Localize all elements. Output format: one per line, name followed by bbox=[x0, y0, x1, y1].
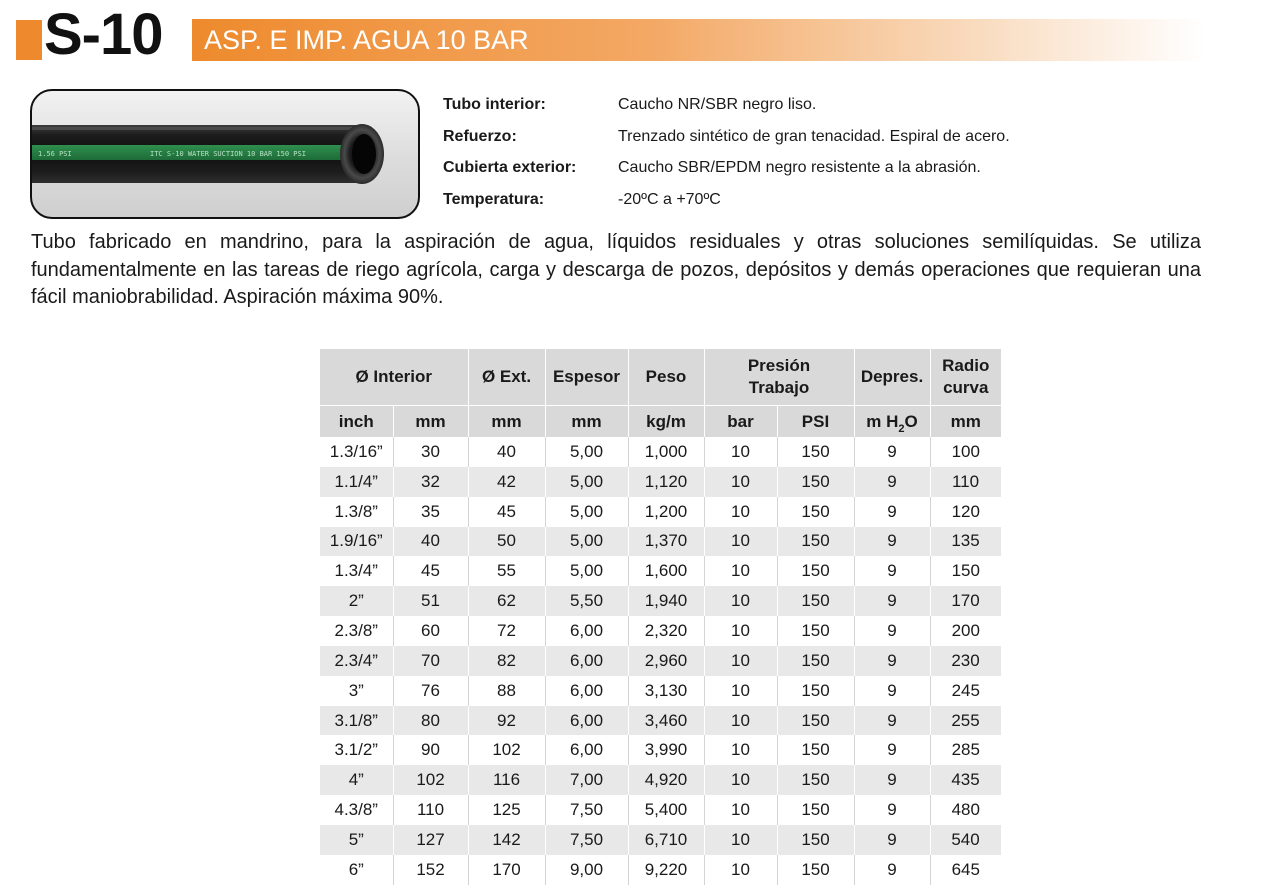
cell-mm-ext: 125 bbox=[468, 795, 545, 825]
hose-print-main: ITC S-10 WATER SUCTION 10 BAR 150 PSI bbox=[150, 150, 306, 158]
cell-mm-ext: 82 bbox=[468, 646, 545, 676]
cell-psi: 150 bbox=[777, 467, 854, 497]
cell-inch: 4.3/8” bbox=[320, 795, 393, 825]
cell-mm-interior: 152 bbox=[393, 855, 468, 885]
cell-mm-interior: 80 bbox=[393, 706, 468, 736]
cell-psi: 150 bbox=[777, 735, 854, 765]
cell-radio: 100 bbox=[930, 437, 1001, 467]
unit-m-h2o-post: O bbox=[904, 411, 918, 431]
col-group-ext: Ø Ext. bbox=[468, 349, 545, 406]
cell-depres: 9 bbox=[854, 497, 930, 527]
cell-peso: 5,400 bbox=[628, 795, 704, 825]
cell-psi: 150 bbox=[777, 497, 854, 527]
hose-photo-icon bbox=[32, 91, 418, 217]
cell-espesor: 9,00 bbox=[545, 855, 628, 885]
cell-bar: 10 bbox=[704, 795, 777, 825]
cell-psi: 150 bbox=[777, 556, 854, 586]
cell-mm-interior: 76 bbox=[393, 676, 468, 706]
cell-espesor: 5,00 bbox=[545, 497, 628, 527]
cell-inch: 3.1/2” bbox=[320, 735, 393, 765]
cell-depres: 9 bbox=[854, 765, 930, 795]
product-description: Tubo fabricado en mandrino, para la aspiración de agua, líquidos residuales y otras soluciones semilíquidas. Se utiliza fundamentalmente en las tareas de riego agrícola, carga y descarga de pozos, depósitos y demás operaciones que requieran una fácil maniobrabilidad. Aspiración máxima 90%. bbox=[31, 231, 1201, 308]
col-group-espesor: Espesor bbox=[545, 349, 628, 406]
unit-bar: bar bbox=[704, 406, 777, 438]
cell-psi: 150 bbox=[777, 527, 854, 557]
cell-inch: 1.3/4” bbox=[320, 556, 393, 586]
unit-mm-radio: mm bbox=[930, 406, 1001, 438]
cell-espesor: 5,00 bbox=[545, 556, 628, 586]
cell-bar: 10 bbox=[704, 437, 777, 467]
cell-mm-ext: 55 bbox=[468, 556, 545, 586]
hose-print-left: 1.56 PSI bbox=[38, 150, 72, 158]
cell-peso: 2,960 bbox=[628, 646, 704, 676]
cell-mm-interior: 90 bbox=[393, 735, 468, 765]
table-row bbox=[320, 735, 1001, 765]
cell-espesor: 6,00 bbox=[545, 676, 628, 706]
cell-inch: 1.3/16” bbox=[320, 437, 393, 467]
unit-mm-espesor: mm bbox=[545, 406, 628, 438]
cell-espesor: 6,00 bbox=[545, 735, 628, 765]
cell-peso: 3,460 bbox=[628, 706, 704, 736]
cell-radio: 540 bbox=[930, 825, 1001, 855]
cell-bar: 10 bbox=[704, 765, 777, 795]
header-title-bar bbox=[192, 19, 1204, 61]
cell-espesor: 6,00 bbox=[545, 646, 628, 676]
cell-bar: 10 bbox=[704, 735, 777, 765]
cell-mm-interior: 127 bbox=[393, 825, 468, 855]
col-group-interior: Ø Interior bbox=[320, 349, 468, 406]
cell-mm-ext: 142 bbox=[468, 825, 545, 855]
cell-espesor: 7,00 bbox=[545, 765, 628, 795]
cell-radio: 170 bbox=[930, 586, 1001, 616]
spec-label: Temperatura: bbox=[443, 190, 545, 208]
cell-depres: 9 bbox=[854, 467, 930, 497]
cell-peso: 4,920 bbox=[628, 765, 704, 795]
cell-depres: 9 bbox=[854, 855, 930, 885]
table-row bbox=[320, 646, 1001, 676]
cell-bar: 10 bbox=[704, 586, 777, 616]
cell-depres: 9 bbox=[854, 676, 930, 706]
cell-depres: 9 bbox=[854, 706, 930, 736]
unit-mm-ext: mm bbox=[468, 406, 545, 438]
cell-mm-ext: 72 bbox=[468, 616, 545, 646]
cell-espesor: 6,00 bbox=[545, 706, 628, 736]
cell-mm-interior: 30 bbox=[393, 437, 468, 467]
specifications-table bbox=[320, 349, 1002, 885]
cell-depres: 9 bbox=[854, 556, 930, 586]
cell-bar: 10 bbox=[704, 646, 777, 676]
cell-peso: 1,200 bbox=[628, 497, 704, 527]
cell-radio: 480 bbox=[930, 795, 1001, 825]
cell-mm-ext: 102 bbox=[468, 735, 545, 765]
cell-depres: 9 bbox=[854, 795, 930, 825]
cell-mm-ext: 50 bbox=[468, 527, 545, 557]
col-group-presion: Presión Trabajo bbox=[704, 349, 854, 406]
cell-psi: 150 bbox=[777, 765, 854, 795]
product-title: ASP. E IMP. AGUA 10 BAR bbox=[204, 25, 529, 55]
cell-inch: 2.3/8” bbox=[320, 616, 393, 646]
cell-inch: 1.9/16” bbox=[320, 527, 393, 557]
spec-label: Cubierta exterior: bbox=[443, 159, 577, 176]
spec-value: Caucho NR/SBR negro liso. bbox=[618, 96, 817, 113]
spec-label: Tubo interior: bbox=[443, 96, 546, 113]
cell-psi: 150 bbox=[777, 437, 854, 467]
cell-mm-interior: 70 bbox=[393, 646, 468, 676]
cell-espesor: 5,50 bbox=[545, 586, 628, 616]
cell-psi: 150 bbox=[777, 646, 854, 676]
cell-mm-interior: 32 bbox=[393, 467, 468, 497]
cell-inch: 4” bbox=[320, 765, 393, 795]
cell-mm-ext: 40 bbox=[468, 437, 545, 467]
cell-psi: 150 bbox=[777, 706, 854, 736]
cell-bar: 10 bbox=[704, 616, 777, 646]
table-row bbox=[320, 527, 1001, 557]
table-row bbox=[320, 586, 1001, 616]
table-row bbox=[320, 497, 1001, 527]
cell-radio: 435 bbox=[930, 765, 1001, 795]
cell-depres: 9 bbox=[854, 646, 930, 676]
table-row bbox=[320, 556, 1001, 586]
hose-photo-frame bbox=[30, 89, 420, 219]
cell-bar: 10 bbox=[704, 527, 777, 557]
cell-inch: 3.1/8” bbox=[320, 706, 393, 736]
unit-m-h2o bbox=[854, 406, 930, 438]
cell-inch: 1.1/4” bbox=[320, 467, 393, 497]
unit-psi: PSI bbox=[777, 406, 854, 438]
cell-espesor: 6,00 bbox=[545, 616, 628, 646]
cell-radio: 245 bbox=[930, 676, 1001, 706]
unit-m-h2o-sub: 2 bbox=[898, 422, 905, 435]
cell-inch: 2.3/4” bbox=[320, 646, 393, 676]
cell-psi: 150 bbox=[777, 586, 854, 616]
cell-espesor: 7,50 bbox=[545, 825, 628, 855]
unit-m-h2o-pre: m H bbox=[866, 411, 899, 431]
cell-mm-ext: 170 bbox=[468, 855, 545, 885]
cell-peso: 1,940 bbox=[628, 586, 704, 616]
cell-depres: 9 bbox=[854, 616, 930, 646]
col-group-depres: Depres. bbox=[854, 349, 930, 406]
cell-mm-interior: 60 bbox=[393, 616, 468, 646]
cell-radio: 645 bbox=[930, 855, 1001, 885]
table-body bbox=[320, 437, 1001, 885]
cell-espesor: 5,00 bbox=[545, 467, 628, 497]
cell-radio: 230 bbox=[930, 646, 1001, 676]
cell-mm-ext: 116 bbox=[468, 765, 545, 795]
cell-inch: 5” bbox=[320, 825, 393, 855]
table-row bbox=[320, 795, 1001, 825]
cell-peso: 6,710 bbox=[628, 825, 704, 855]
cell-radio: 285 bbox=[930, 735, 1001, 765]
cell-bar: 10 bbox=[704, 676, 777, 706]
cell-mm-ext: 42 bbox=[468, 467, 545, 497]
cell-inch: 2” bbox=[320, 586, 393, 616]
cell-depres: 9 bbox=[854, 586, 930, 616]
cell-psi: 150 bbox=[777, 795, 854, 825]
cell-mm-ext: 92 bbox=[468, 706, 545, 736]
spec-value: -20ºC a +70ºC bbox=[618, 190, 721, 208]
cell-radio: 255 bbox=[930, 706, 1001, 736]
cell-inch: 3” bbox=[320, 676, 393, 706]
spec-value: Trenzado sintético de gran tenacidad. Espiral de acero. bbox=[618, 127, 1010, 145]
cell-mm-interior: 35 bbox=[393, 497, 468, 527]
cell-mm-interior: 110 bbox=[393, 795, 468, 825]
cell-bar: 10 bbox=[704, 825, 777, 855]
cell-psi: 150 bbox=[777, 676, 854, 706]
cell-bar: 10 bbox=[704, 855, 777, 885]
cell-peso: 1,000 bbox=[628, 437, 704, 467]
cell-depres: 9 bbox=[854, 527, 930, 557]
unit-kg-m: kg/m bbox=[628, 406, 704, 438]
cell-espesor: 7,50 bbox=[545, 795, 628, 825]
table-row bbox=[320, 825, 1001, 855]
cell-radio: 120 bbox=[930, 497, 1001, 527]
cell-mm-interior: 40 bbox=[393, 527, 468, 557]
spec-label: Refuerzo: bbox=[443, 127, 517, 145]
table-row bbox=[320, 616, 1001, 646]
unit-inch: inch bbox=[320, 406, 393, 438]
col-group-radio: Radio curva bbox=[930, 349, 1001, 406]
cell-inch: 6” bbox=[320, 855, 393, 885]
cell-bar: 10 bbox=[704, 467, 777, 497]
cell-psi: 150 bbox=[777, 825, 854, 855]
cell-mm-ext: 45 bbox=[468, 497, 545, 527]
product-code: S-10 bbox=[44, 2, 163, 67]
table-row bbox=[320, 676, 1001, 706]
cell-psi: 150 bbox=[777, 616, 854, 646]
cell-radio: 200 bbox=[930, 616, 1001, 646]
cell-depres: 9 bbox=[854, 825, 930, 855]
cell-mm-interior: 45 bbox=[393, 556, 468, 586]
cell-depres: 9 bbox=[854, 437, 930, 467]
cell-peso: 1,370 bbox=[628, 527, 704, 557]
cell-bar: 10 bbox=[704, 556, 777, 586]
cell-peso: 3,990 bbox=[628, 735, 704, 765]
table-row bbox=[320, 437, 1001, 467]
cell-peso: 9,220 bbox=[628, 855, 704, 885]
cell-espesor: 5,00 bbox=[545, 437, 628, 467]
table-row bbox=[320, 706, 1001, 736]
cell-bar: 10 bbox=[704, 497, 777, 527]
cell-mm-interior: 102 bbox=[393, 765, 468, 795]
cell-peso: 3,130 bbox=[628, 676, 704, 706]
table-row bbox=[320, 765, 1001, 795]
table-row bbox=[320, 855, 1001, 885]
cell-radio: 110 bbox=[930, 467, 1001, 497]
cell-bar: 10 bbox=[704, 706, 777, 736]
cell-peso: 2,320 bbox=[628, 616, 704, 646]
cell-psi: 150 bbox=[777, 855, 854, 885]
cell-mm-ext: 62 bbox=[468, 586, 545, 616]
header-accent-square bbox=[16, 20, 42, 60]
cell-radio: 150 bbox=[930, 556, 1001, 586]
col-group-peso: Peso bbox=[628, 349, 704, 406]
cell-depres: 9 bbox=[854, 735, 930, 765]
cell-espesor: 5,00 bbox=[545, 527, 628, 557]
spec-value: Caucho SBR/EPDM negro resistente a la abrasión. bbox=[618, 159, 981, 176]
unit-mm-interior: mm bbox=[393, 406, 468, 438]
cell-peso: 1,120 bbox=[628, 467, 704, 497]
cell-mm-interior: 51 bbox=[393, 586, 468, 616]
cell-radio: 135 bbox=[930, 527, 1001, 557]
cell-mm-ext: 88 bbox=[468, 676, 545, 706]
cell-inch: 1.3/8” bbox=[320, 497, 393, 527]
table-row bbox=[320, 467, 1001, 497]
cell-peso: 1,600 bbox=[628, 556, 704, 586]
